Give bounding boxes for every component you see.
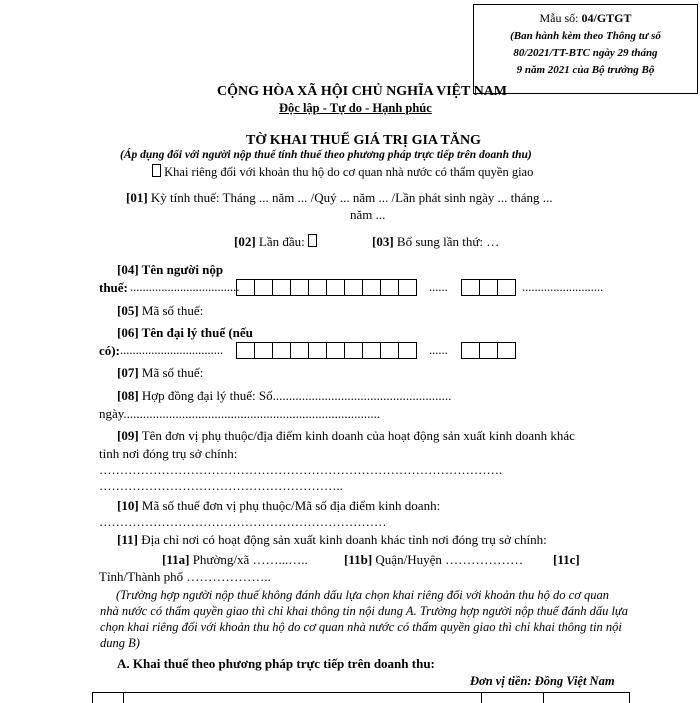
agent-tin-cells[interactable] (236, 342, 416, 359)
field-04-label: [04] Tên người nộp (117, 262, 224, 277)
field-01 (126, 190, 553, 206)
field-01-code: [01] (126, 190, 148, 205)
field-06-name-dots: ................................. (120, 343, 224, 357)
field-11 (117, 532, 547, 548)
section-a-heading: A. Khai thuế theo phương pháp trực tiếp trên doanh thu: (117, 656, 435, 671)
field-05 (117, 303, 203, 319)
field-09-code: [09] (117, 428, 139, 443)
table-col-divider (543, 693, 544, 703)
motto: Độc lập - Tự do - Hạnh phúc (279, 101, 432, 115)
field-07-code: [07] (117, 365, 139, 380)
field-11a (162, 552, 308, 568)
form-code: 04/GTGT (581, 11, 632, 25)
field-09-dots-1: ……………………………………………………………………………………. (99, 463, 503, 477)
taxpayer-tin-cells[interactable] (236, 279, 416, 296)
field-03 (372, 234, 499, 250)
field-09-dots-2: ………………………………………………….. (99, 479, 343, 493)
taxpayer-tin-suffix-cells[interactable] (461, 279, 515, 296)
first-time-checkbox[interactable] (308, 234, 317, 247)
form-code-label: Mẫu số: (539, 11, 582, 25)
field-06-label-2: có): (99, 343, 120, 358)
field-06-sep-dots: ...... (429, 343, 448, 357)
field-11a-text: Phường/xã ……...….. (192, 552, 308, 567)
field-03-text: Bổ sung lần thứ: … (396, 234, 500, 249)
field-02-code: [02] (234, 234, 256, 249)
separate-declaration-checkbox[interactable] (152, 164, 161, 177)
instruction-note: (Trường hợp người nộp thuế không đánh dấu lựa chọn khai riêng đối với khoản thu hộ do cơ quan nhà nước có thẩm quyền giao thì chỉ khai thông tin nội dung A. Trường hợp người nộp thuế đánh dấu lựa chọn khai riêng đối với khoản thu hộ do cơ quan nhà nước có thẩm quyền giao thì chỉ khai thông tin nội dung B) (100, 588, 629, 650)
field-11b (344, 552, 523, 568)
field-07 (117, 365, 203, 381)
field-11-text: Địa chỉ nơi có hoạt động sản xuất kinh doanh khác tỉnh nơi đóng trụ sở chính: (141, 532, 547, 547)
tax-table (92, 692, 630, 703)
field-04-sep-dots: ...... (429, 280, 448, 294)
form-code-line (474, 11, 697, 26)
field-02-text: Lần đầu: (258, 234, 305, 249)
field-05-text: Mã số thuế: (141, 303, 204, 318)
nation-heading: CỘNG HÒA XÃ HỘI CHỦ NGHĨA VIỆT NAM (217, 84, 508, 99)
field-08-code: [08] (117, 388, 139, 403)
table-col-divider (123, 693, 124, 703)
field-11-code: [11] (117, 532, 138, 547)
field-10-code: [10] (117, 498, 139, 513)
field-08-text: Hợp đồng đại lý thuế: Số....................................................... (141, 388, 452, 403)
form-box-line-3: 9 năm 2021 của Bộ trưởng Bộ (516, 64, 655, 76)
field-05-code: [05] (117, 303, 139, 318)
field-10-dots: …………………………………………………………… (99, 515, 387, 529)
option-line (152, 164, 533, 180)
field-02 (234, 234, 317, 250)
field-01-text: Kỳ tính thuế: Tháng ... năm ... /Quý ... năm ... /Lần phát sinh ngày ... tháng ... (150, 190, 553, 205)
field-11a-code: [11a] (162, 552, 190, 567)
field-11b-text: Quận/Huyện ……………… (375, 552, 524, 567)
field-11c-line2: Tỉnh/Thành phố ……………….. (99, 569, 271, 584)
option-text: Khai riêng đối với khoản thu hộ do cơ quan nhà nước có thẩm quyền giao (164, 165, 534, 179)
field-08 (117, 388, 451, 404)
field-04-name-dots: ................................... (130, 280, 240, 294)
field-10-text: Mã số thuế đơn vị phụ thuộc/Mã số địa điểm kinh doanh: (141, 498, 441, 513)
form-box-line-2: 80/2021/TT-BTC ngày 29 tháng (513, 47, 658, 59)
form-subtitle: (Áp dụng đối với người nộp thuế tính thuế theo phương pháp trực tiếp trên doanh thu) (120, 149, 532, 161)
form-box-line-1: (Ban hành kèm theo Thông tư số (510, 30, 661, 42)
currency-unit: Đơn vị tiền: Đồng Việt Nam (470, 674, 615, 688)
field-04-tail-dots: .......................... (522, 280, 604, 294)
field-01-line2: năm ... (350, 207, 386, 222)
agent-tin-suffix-cells[interactable] (461, 342, 515, 359)
table-col-divider (481, 693, 482, 703)
field-09 (117, 428, 575, 444)
field-06-label: [06] Tên đại lý thuế (nếu (117, 325, 253, 340)
field-11b-code: [11b] (344, 552, 373, 567)
field-04-label-2: thuế: (99, 280, 128, 295)
form-title: TỜ KHAI THUẾ GIÁ TRỊ GIA TĂNG (246, 133, 481, 148)
field-09-text: Tên đơn vị phụ thuộc/địa điểm kinh doanh của hoạt động sản xuất kinh doanh khác (141, 428, 575, 443)
field-03-code: [03] (372, 234, 394, 249)
field-10 (117, 498, 440, 514)
form-code-box (473, 4, 698, 94)
field-08-line2: ngày............................................................................... (99, 406, 381, 421)
field-09-line2: tỉnh nơi đóng trụ sở chính: (99, 446, 238, 461)
field-07-text: Mã số thuế: (141, 365, 204, 380)
field-11c-code: [11c] (553, 552, 580, 567)
